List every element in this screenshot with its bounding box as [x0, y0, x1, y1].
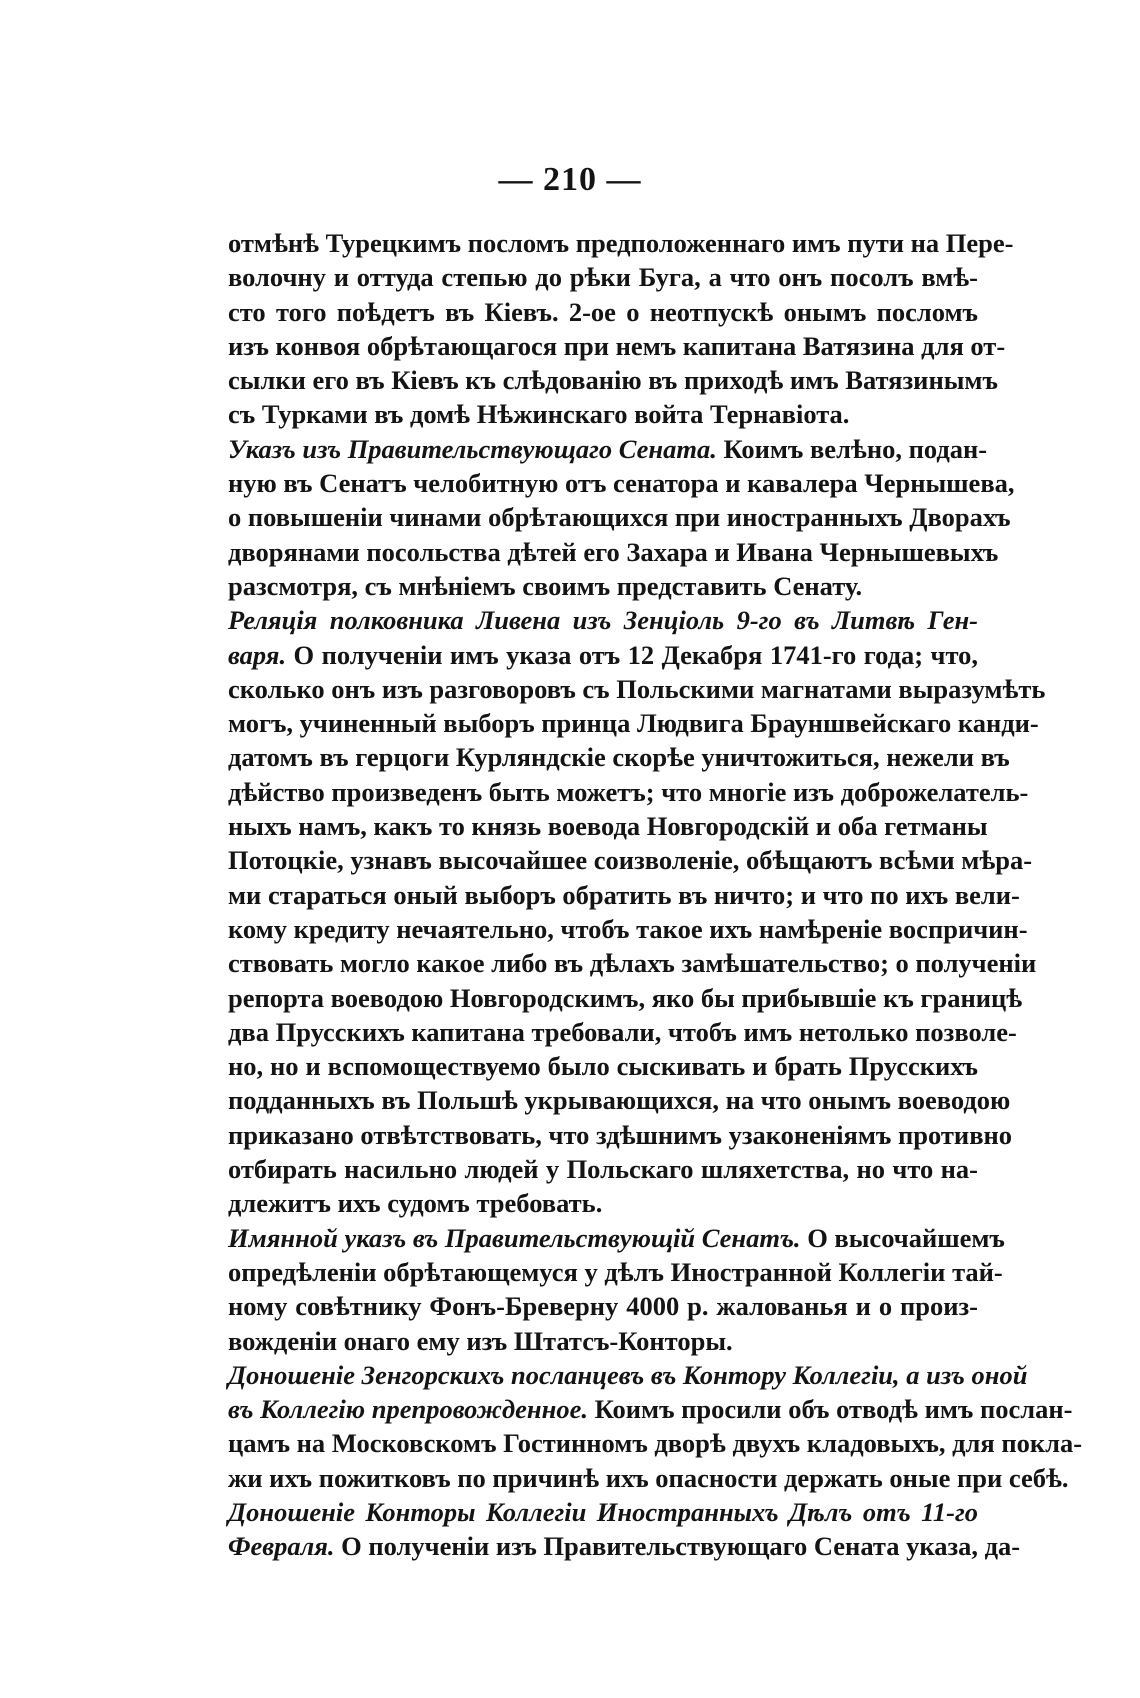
text-line — [228, 1255, 1003, 1289]
text-line — [228, 603, 978, 637]
body-text-segment: подданныхъ въ Польшѣ укрывающихся, на что онымъ воеводою — [228, 1085, 1011, 1116]
text-line — [228, 912, 1028, 946]
text-line — [228, 329, 1006, 363]
text-line — [228, 1324, 978, 1358]
page-number: — 210 — — [498, 161, 642, 198]
body-text-segment: но, но и вспомоществуемо было сыскивать и брать Прусскихъ — [228, 1051, 978, 1082]
body-text-segment: О высочайшемъ — [800, 1222, 1005, 1253]
text-line — [228, 295, 978, 329]
italic-heading-text: Имянной указъ въ Правительствующій Сенатъ. — [228, 1222, 801, 1253]
body-text-segment: цамъ на Московскомъ Гостинномъ дворѣ двухъ кладовыхъ, для покла- — [228, 1428, 1083, 1459]
body-text-segment: Коимъ просили объ отводѣ имъ послан- — [587, 1394, 1073, 1425]
text-line — [228, 260, 978, 294]
text-line — [228, 397, 978, 431]
text-line — [228, 981, 1023, 1015]
text-line — [228, 775, 1029, 809]
body-text-segment: Коимъ велѣно, подан- — [716, 433, 988, 464]
body-text-segment: отбирать насильно людей у Польскаго шляхетства, но что на- — [228, 1154, 978, 1185]
body-text-segment: О полученіи имъ указа отъ 12 Декабря 1741-го года; что, — [286, 639, 978, 670]
text-line — [228, 1186, 978, 1220]
italic-heading-text: Доношеніе Зенгорскихъ посланцевъ въ Контору Коллегіи, а изъ оной — [228, 1359, 1028, 1390]
text-line — [228, 809, 988, 843]
body-text-segment: жи ихъ пожитковъ по причинѣ ихъ опасности держать оные при себѣ. — [228, 1462, 1069, 1493]
text-line — [228, 946, 1037, 980]
text-line — [228, 1289, 978, 1323]
italic-heading-text: Реляція полковника Ливена изъ Зенціоль 9-го въ Литвѣ Ген- — [228, 605, 978, 636]
text-line — [228, 1221, 1005, 1255]
body-text-segment: о повышеніи чинами обрѣтающихся при иностранныхъ Дворахъ — [228, 502, 1011, 533]
text-line — [228, 1495, 978, 1529]
text-line — [228, 1529, 1021, 1563]
text-line — [228, 1015, 1017, 1049]
italic-heading-text: Доношеніе Конторы Коллегіи Иностранныхъ Дѣлъ отъ 11-го — [228, 1496, 978, 1527]
body-text-segment: сколько онъ изъ разговоровъ съ Польскими магнатами выразумѣть — [228, 673, 1046, 704]
body-text-segment: ствовать могло какое либо въ дѣлахъ замѣшательство; о полученіи — [228, 948, 1037, 979]
italic-heading-text: Февраля. — [228, 1531, 335, 1562]
body-text-segment: кому кредиту нечаятельно, чтобъ такое ихъ намѣреніе воспричин- — [228, 913, 1028, 944]
italic-heading-text: варя. — [228, 639, 287, 670]
body-text-segment: дѣйство произведенъ быть можетъ; что многіе изъ доброжелатель- — [228, 776, 1029, 807]
body-text-segment: изъ конвоя обрѣтающагося при немъ капитана Ватязина для от- — [228, 330, 1006, 361]
body-text-segment: сто того поѣдетъ въ Кіевъ. 2-ое о неотпускѣ онымъ посломъ — [228, 296, 978, 327]
body-text-segment: дворянами посольства дѣтей его Захара и Ивана Чернышевыхъ — [228, 536, 999, 567]
body-text-segment: вожденіи онаго ему изъ Штатсъ-Конторы. — [228, 1325, 733, 1356]
body-text-segment: ному совѣтнику Фонъ-Бреверну 4000 р. жалованья и о произ- — [228, 1291, 978, 1322]
italic-heading-text: въ Коллегію препровожденное. — [228, 1394, 588, 1425]
body-text-segment: О полученіи изъ Правительствующаго Сената указа, да- — [334, 1531, 1021, 1562]
italic-heading-text: Указъ изъ Правительствующаго Сената. — [228, 433, 717, 464]
text-line — [228, 1083, 1011, 1117]
text-line — [228, 706, 1039, 740]
text-line — [228, 1461, 1069, 1495]
text-line — [228, 740, 1010, 774]
text-line — [228, 638, 978, 672]
text-line — [228, 1152, 978, 1186]
text-line — [228, 878, 1020, 912]
body-text-segment: Потоцкіе, узнавъ высочайшее соизволеніе, обѣщаютъ всѣми мѣра- — [228, 845, 1033, 876]
body-text-segment: съ Турками въ домѣ Нѣжинскаго войта Тернавіота. — [228, 399, 850, 430]
text-line — [228, 843, 1033, 877]
body-text-segment: ныхъ намъ, какъ то князь воевода Новгородскій и оба гетманы — [228, 811, 988, 842]
text-line — [228, 363, 998, 397]
body-text — [228, 226, 1083, 1564]
text-line — [228, 672, 1046, 706]
text-line — [228, 569, 978, 603]
body-text-segment: длежитъ ихъ судомъ требовать. — [228, 1188, 603, 1219]
body-text-segment: два Прусскихъ капитана требовали, чтобъ имъ нетолько позволе- — [228, 1016, 1017, 1047]
body-text-segment: опредѣленіи обрѣтающемуся у дѣлъ Иностранной Коллегіи тай- — [228, 1256, 1003, 1287]
body-text-segment: репорта воеводою Новгородскимъ, яко бы прибывшіе къ границѣ — [228, 982, 1023, 1013]
text-line — [228, 226, 1014, 260]
body-text-segment: ную въ Сенатъ челобитную отъ сенатора и кавалера Чернышева, — [228, 468, 1015, 499]
text-line — [228, 1392, 1073, 1426]
text-line — [228, 1049, 978, 1083]
text-line — [228, 1118, 1013, 1152]
text-line — [228, 432, 988, 466]
text-line — [228, 535, 999, 569]
body-text-segment: датомъ въ герцоги Курляндскіе скорѣе уничтожиться, нежели въ — [228, 742, 1010, 773]
body-text-segment: волочну и оттуда степью до рѣки Буга, а что онъ посолъ вмѣ- — [228, 262, 978, 293]
body-text-segment: отмѣнѣ Турецкимъ посломъ предположеннаго имъ пути на Пере- — [228, 228, 1014, 258]
text-line — [228, 500, 1011, 534]
body-text-segment: сылки его въ Кіевъ къ слѣдованію въ приходѣ имъ Ватязинымъ — [228, 365, 998, 396]
text-line — [228, 1358, 1028, 1392]
body-text-segment: ми стараться оный выборъ обратить въ ничто; и что по ихъ вели- — [228, 879, 1020, 910]
body-text-segment: могъ, учиненный выборъ принца Людвига Брауншвейскаго канди- — [228, 708, 1039, 739]
text-line — [228, 466, 1015, 500]
text-line — [228, 1426, 1083, 1460]
body-text-segment: разсмотря, съ мнѣніемъ своимъ представить Сенату. — [228, 570, 863, 601]
body-text-segment: приказано отвѣтствовать, что здѣшнимъ узаконеніямъ противно — [228, 1119, 1013, 1150]
